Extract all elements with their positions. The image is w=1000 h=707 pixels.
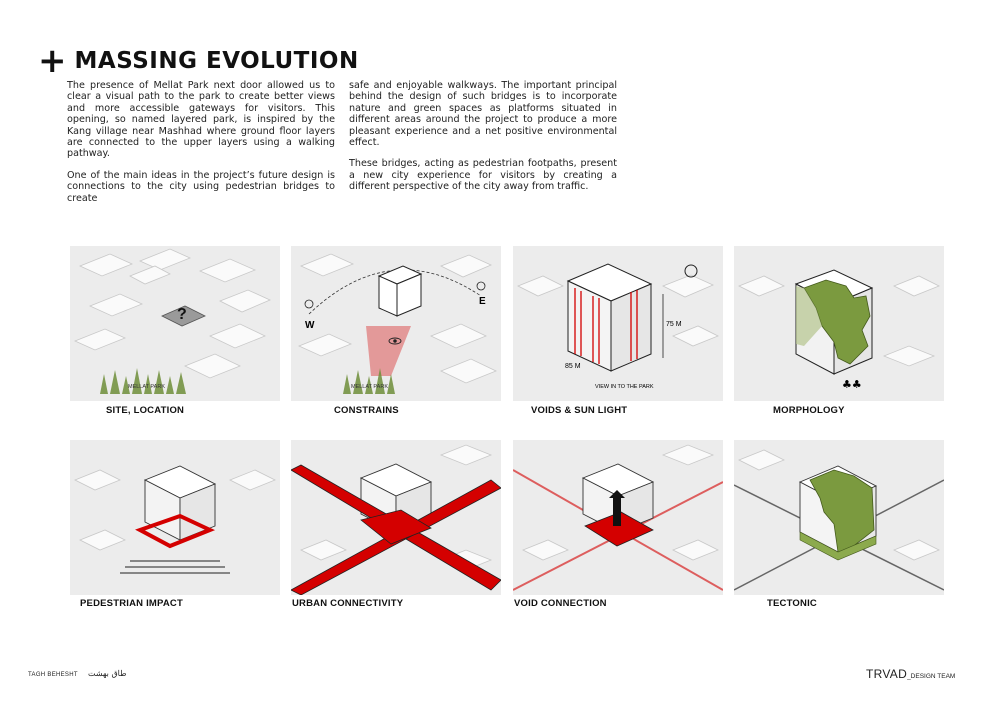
paragraph: These bridges, acting as pedestrian footpaths, present a new city experience for visitors by creating a different perspective of the city away from traffic. (349, 158, 617, 193)
paragraph: One of the main ideas in the project’s future design is connections to the city using pedestrian bridges to create (67, 169, 335, 204)
diagram-tectonic (734, 440, 944, 595)
footer-project-name-arabic: طاق بهشت (88, 669, 127, 678)
footer-project-name: TAGH BEHESHT (28, 672, 78, 678)
diagram-voids-sun-light (513, 246, 723, 401)
width-label: 85 M (565, 363, 581, 370)
page-title: MASSING EVOLUTION (74, 48, 359, 74)
text-column-1 (67, 80, 335, 214)
brand-logo: TRVAD (866, 667, 908, 681)
header (38, 41, 359, 81)
plus-icon: + (38, 41, 67, 81)
caption-pedestrian-impact: PEDESTRIAN IMPACT (80, 598, 183, 609)
tree-icon: ♣♣ (842, 378, 862, 391)
height-label: 75 M (666, 321, 682, 328)
building-mass (379, 266, 421, 316)
caption-constrains: CONSTRAINS (334, 405, 399, 416)
diagram-void-connection (513, 440, 723, 595)
view-label: VIEW IN TO THE PARK (595, 384, 654, 390)
diagram-pedestrian-impact (70, 440, 280, 595)
caption-voids-sun-light: VOIDS & SUN LIGHT (531, 405, 628, 416)
team-label: _DESIGN TEAM (907, 673, 956, 680)
diagram-urban-connectivity (291, 440, 501, 595)
west-label: W (305, 320, 315, 331)
diagram-morphology (734, 246, 944, 401)
east-label: E (479, 296, 486, 307)
caption-tectonic: TECTONIC (767, 598, 817, 609)
question-mark: ? (177, 306, 187, 323)
park-label: MELLAT PARK (128, 384, 165, 390)
caption-void-connection: VOID CONNECTION (514, 598, 607, 609)
caption-site-location: SITE, LOCATION (106, 405, 185, 416)
caption-morphology: MORPHOLOGY (773, 405, 845, 416)
diagram-constrains (291, 246, 501, 401)
diagram-site-location (70, 246, 280, 401)
caption-urban-connectivity: URBAN CONNECTIVITY (292, 598, 404, 609)
footer-team (866, 667, 955, 681)
park-label: MELLAT PARK (351, 384, 388, 390)
paragraph: The presence of Mellat Park next door allowed us to clear a visual path to the park to create better views and more accessible gateways for visitors. This opening, so named layered park, is inspired by the Kang village near Mashhad where ground floor layers are connected to the upper layers using a walking pathway. (67, 80, 335, 160)
text-column-2 (349, 80, 617, 203)
paragraph: safe and enjoyable walkways. The important principal behind the design of such bridges is to incorporate nature and green spaces as platforms situated in different areas around the project to produce a more pleasant experience and a net positive environmental effect. (349, 80, 617, 149)
